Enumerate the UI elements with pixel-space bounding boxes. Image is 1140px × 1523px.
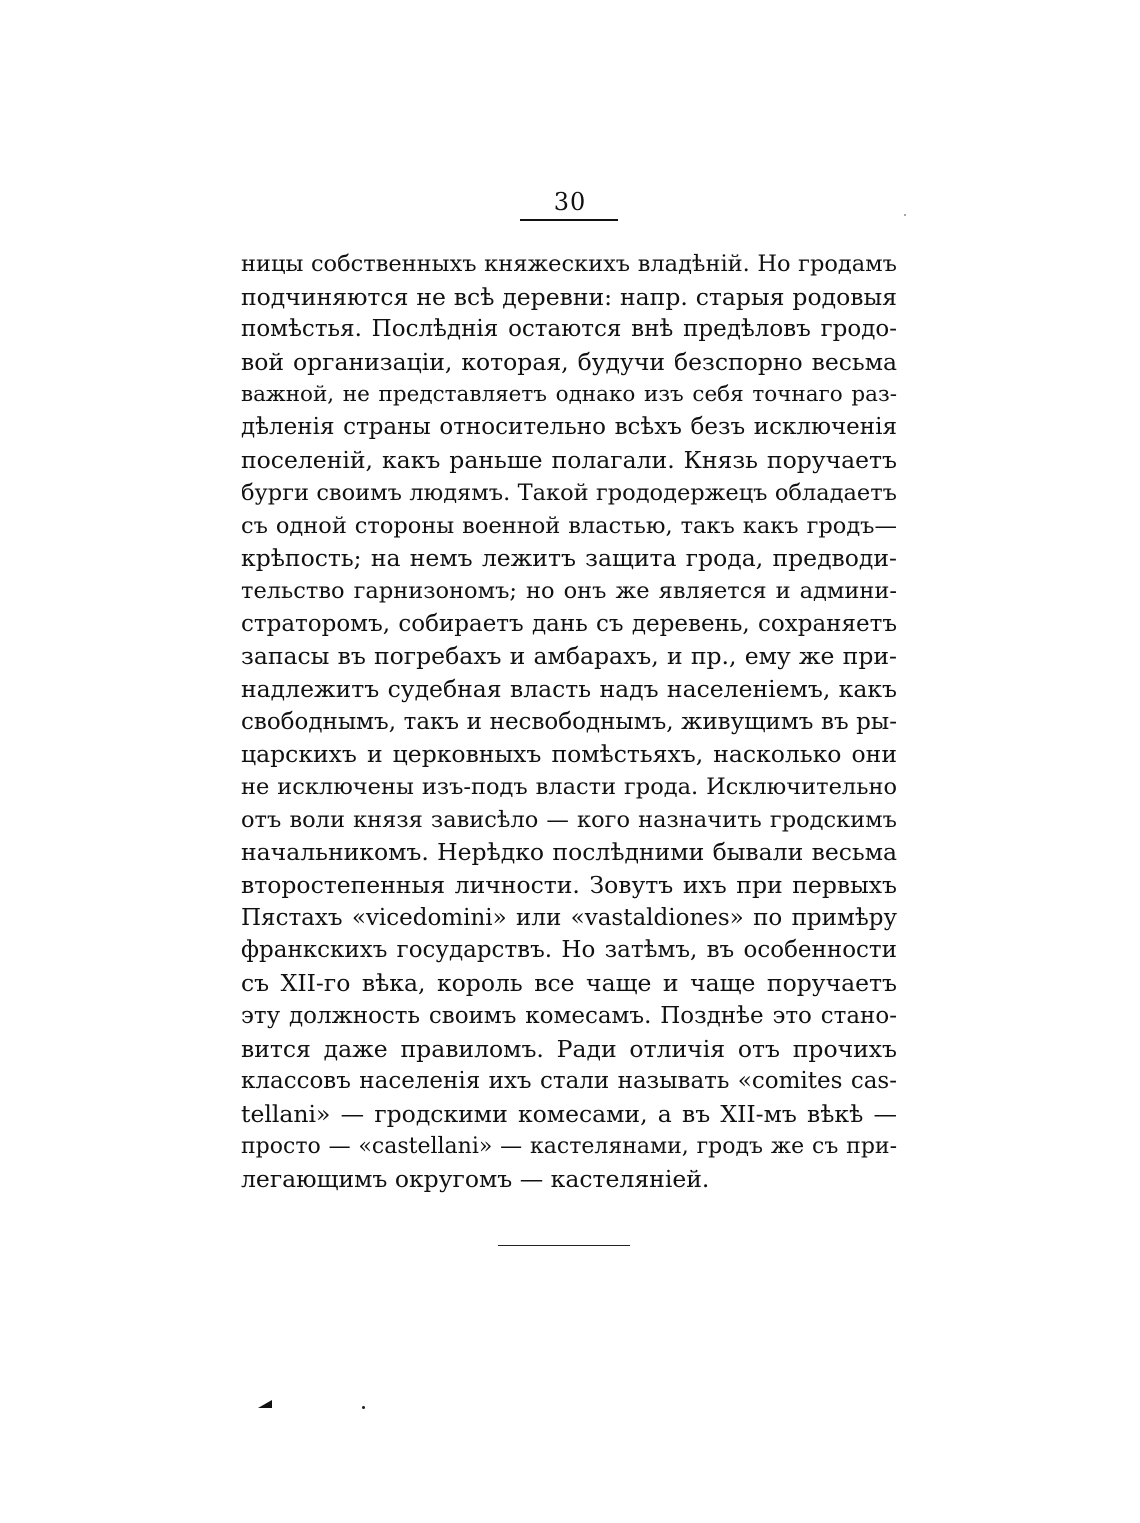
page-number-rule — [520, 219, 618, 221]
text-line: Пястахъ «vicedomini» или «vastaldiones» по примѣру — [241, 904, 897, 931]
body-text — [241, 248, 897, 1196]
text-line: дѣленія страны относительно всѣхъ безъ исключенія — [241, 414, 897, 441]
text-line: эту должность своимъ комесамъ. Позднѣе это стано- — [241, 1002, 897, 1029]
text-line: съ одной стороны военной властью, такъ какъ гродъ— — [241, 512, 897, 539]
text-line: подчиняются не всѣ деревни: напр. старыя родовыя — [241, 282, 897, 311]
text-line: второстепенныя личности. Зовутъ ихъ при первыхъ — [241, 871, 897, 900]
text-line: поселеній, какъ раньше полагали. Князь поручаетъ — [241, 446, 897, 475]
text-line: страторомъ, собираетъ дань съ деревень, сохраняетъ — [241, 610, 897, 637]
text-line: вой организаціи, которая, будучи безспорно весьма — [241, 348, 897, 377]
page-number: 30 — [553, 188, 587, 216]
text-line: тельство гарнизономъ; но онъ же является и админи- — [241, 577, 897, 604]
section-end-rule — [498, 1245, 630, 1246]
text-line: запасы въ погребахъ и амбарахъ, и пр., ему же при- — [241, 642, 897, 671]
scan-mark — [258, 1400, 272, 1408]
text-line: помѣстья. Послѣднія остаются внѣ предѣловъ гродо- — [241, 316, 897, 343]
text-line: надлежитъ судебная власть надъ населеніемъ, какъ — [241, 674, 897, 703]
text-line: важной, не представляетъ однако изъ себя точнаго раз- — [241, 381, 897, 407]
text-line: не исключены изъ-подъ власти грода. Исключительно — [241, 774, 897, 800]
text-line: франкскихъ государствъ. Но затѣмъ, въ особенности — [241, 937, 897, 964]
scan-dot — [362, 1406, 365, 1409]
text-line: классовъ населенія ихъ стали называть «comites cas- — [241, 1068, 897, 1095]
text-line: tellani» — гродскими комесами, а въ XII-мъ вѣкѣ — — [241, 1099, 897, 1128]
text-line: вится даже правиломъ. Ради отличія отъ прочихъ — [241, 1034, 897, 1063]
text-line: крѣпость; на немъ лежитъ защита грода, предводи- — [241, 544, 897, 573]
text-line: свободнымъ, такъ и несвободнымъ, живущимъ въ ры- — [241, 708, 897, 735]
scan-dot — [904, 214, 906, 216]
text-line: бурги своимъ людямъ. Такой грододержецъ обладаетъ — [241, 479, 897, 506]
text-line: съ XII-го вѣка, король все чаще и чаще поручаетъ — [241, 969, 897, 998]
text-line: начальникомъ. Нерѣдко послѣдними бывали весьма — [241, 838, 897, 867]
text-line: царскихъ и церковныхъ помѣстьяхъ, насколько они — [241, 740, 897, 769]
text-line: отъ воли князя зависѣло — кого назначить гродскимъ — [241, 806, 897, 833]
text-line: просто — «castellani» — кастелянами, гродъ же съ при- — [241, 1133, 897, 1159]
text-line: ницы собственныхъ княжескихъ владѣній. Но гродамъ — [241, 251, 897, 277]
text-line-last: легающимъ округомъ — кастеляніей. — [241, 1165, 710, 1194]
